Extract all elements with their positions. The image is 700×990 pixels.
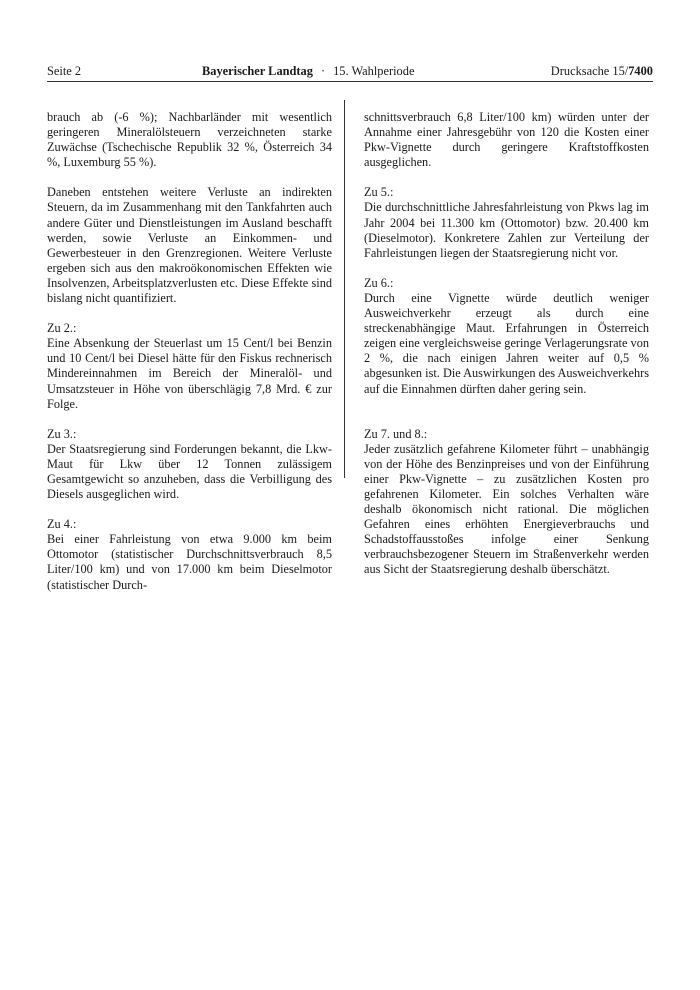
document-number <box>551 63 653 79</box>
section-zu-4 <box>47 517 332 592</box>
section-text: Eine Absenkung der Steuerlast um 15 Cent/l bei Benzin und 10 Cent/l bei Diesel hätte für den Fiskus rechnerisch Mindereinnahmen im Bereich der Mineralöl- und Umsatzsteuer in Höhe von überschlägig 7,8 Mrd. € zur Folge. <box>47 336 332 411</box>
legislative-period: 15. Wahlperiode <box>333 64 415 78</box>
section-zu-7-8 <box>364 427 649 578</box>
paragraph-text: brauch ab (-6 %); Nachbarländer mit wesentlich geringeren Mineralölsteuern verzeichneten starke Zuwächse (Tschechische Republik 32 %, Österreich 34 %, Luxemburg 55 %). <box>47 110 332 170</box>
parliament-name: Bayerischer Landtag <box>202 64 313 78</box>
document-prefix: Drucksache 15/ <box>550 64 629 78</box>
paragraph <box>47 185 332 306</box>
section-text: Die durchschnittliche Jahresfahrleistung von Pkws lag im Jahr 2004 bei 11.300 km (Ottomotor) bzw. 20.400 km (Dieselmotor). Konkretere Zahlen zur Verteilung der Fahrleistungen liegen der Staatsregierung nicht vor. <box>364 200 649 260</box>
header-title <box>202 63 414 79</box>
section-zu-5 <box>364 185 649 260</box>
paragraph-text: schnittsverbrauch 6,8 Liter/100 km) würden unter der Annahme einer Jahresgebühr von 120 die Kosten einer Pkw-Vignette durch geringere Kraftstoffkosten ausgeglichen. <box>364 110 649 170</box>
section-text: Bei einer Fahrleistung von etwa 9.000 km beim Ottomotor (statistischer Durchschnittsverbrauch 8,5 Liter/100 km) und von 17.000 km beim Dieselmotor (statistischer Durch- <box>47 532 332 592</box>
section-text: Der Staatsregierung sind Forderungen bekannt, die Lkw-Maut für Lkw über 12 Tonnen zulässigem Gesamtgewicht so anzuheben, dass die Verbilligung des Diesels ausgeglichen wird. <box>47 441 332 502</box>
section-heading: Zu 3.: <box>47 426 77 441</box>
paragraph <box>364 110 649 170</box>
page-number: Seite 2 <box>47 64 82 78</box>
section-heading: Zu 4.: <box>47 517 77 532</box>
header-rule <box>47 81 653 82</box>
document-number-value: 7400 <box>628 64 653 78</box>
section-zu-2 <box>47 321 332 412</box>
column-divider <box>344 100 345 478</box>
section-heading: Zu 6.: <box>364 275 394 290</box>
section-text: Durch eine Vignette würde deutlich weniger Ausweichverkehr erzeugt als durch eine streckenabhängige Maut. Erfahrungen in Österreich zeigen eine vergleichsweise geringe Verlagerungsrate von 2 %, die nach einigen Jahren weiter auf 0,5 % abgesunken ist. Die Auswirkungen des Ausweichverkehrs auf die Einnahmen dürften daher gering sein. <box>364 290 649 396</box>
right-column <box>364 110 649 593</box>
left-column <box>47 110 332 608</box>
section-heading: Zu 7. und 8.: <box>364 426 428 441</box>
section-text: Jeder zusätzlich gefahrene Kilometer führt – unabhängig von der Höhe des Benzinpreises und von der Einführung einer Pkw-Vignette – zu zusätzlichen Kosten pro gefahrenen Kilometer. Ein solches Verhalten wäre deshalb ökonomisch nicht rational. Die möglichen Gefahren eines erhöhten Energieverbrauchs und Schadstoffausstoßes infolge einer Senkung verbrauchsbezogener Steuern im Straßenverkehr werden aus Sicht der Staatsregierung deshalb überschätzt. <box>364 441 649 577</box>
section-zu-6 <box>364 276 649 397</box>
paragraph-text: Daneben entstehen weitere Verluste an indirekten Steuern, da im Zusammenhang mit den Tankfahrten auch andere Güter und Dienstleistungen im Ausland beschafft werden, sowie Verluste an Einkommen- und Gewerbesteuer in den Grenzregionen. Weitere Verluste ergeben sich aus den makroökonomischen Effekten wie Insolvenzen, Arbeitsplatzverlusten etc. Diese Effekte sind bislang nicht quantifiziert. <box>47 185 332 306</box>
section-zu-3 <box>47 427 332 502</box>
section-heading: Zu 5.: <box>364 185 394 200</box>
section-heading: Zu 2.: <box>47 321 77 336</box>
header-separator: · <box>320 64 326 78</box>
page-header <box>47 63 653 79</box>
paragraph <box>47 110 332 170</box>
